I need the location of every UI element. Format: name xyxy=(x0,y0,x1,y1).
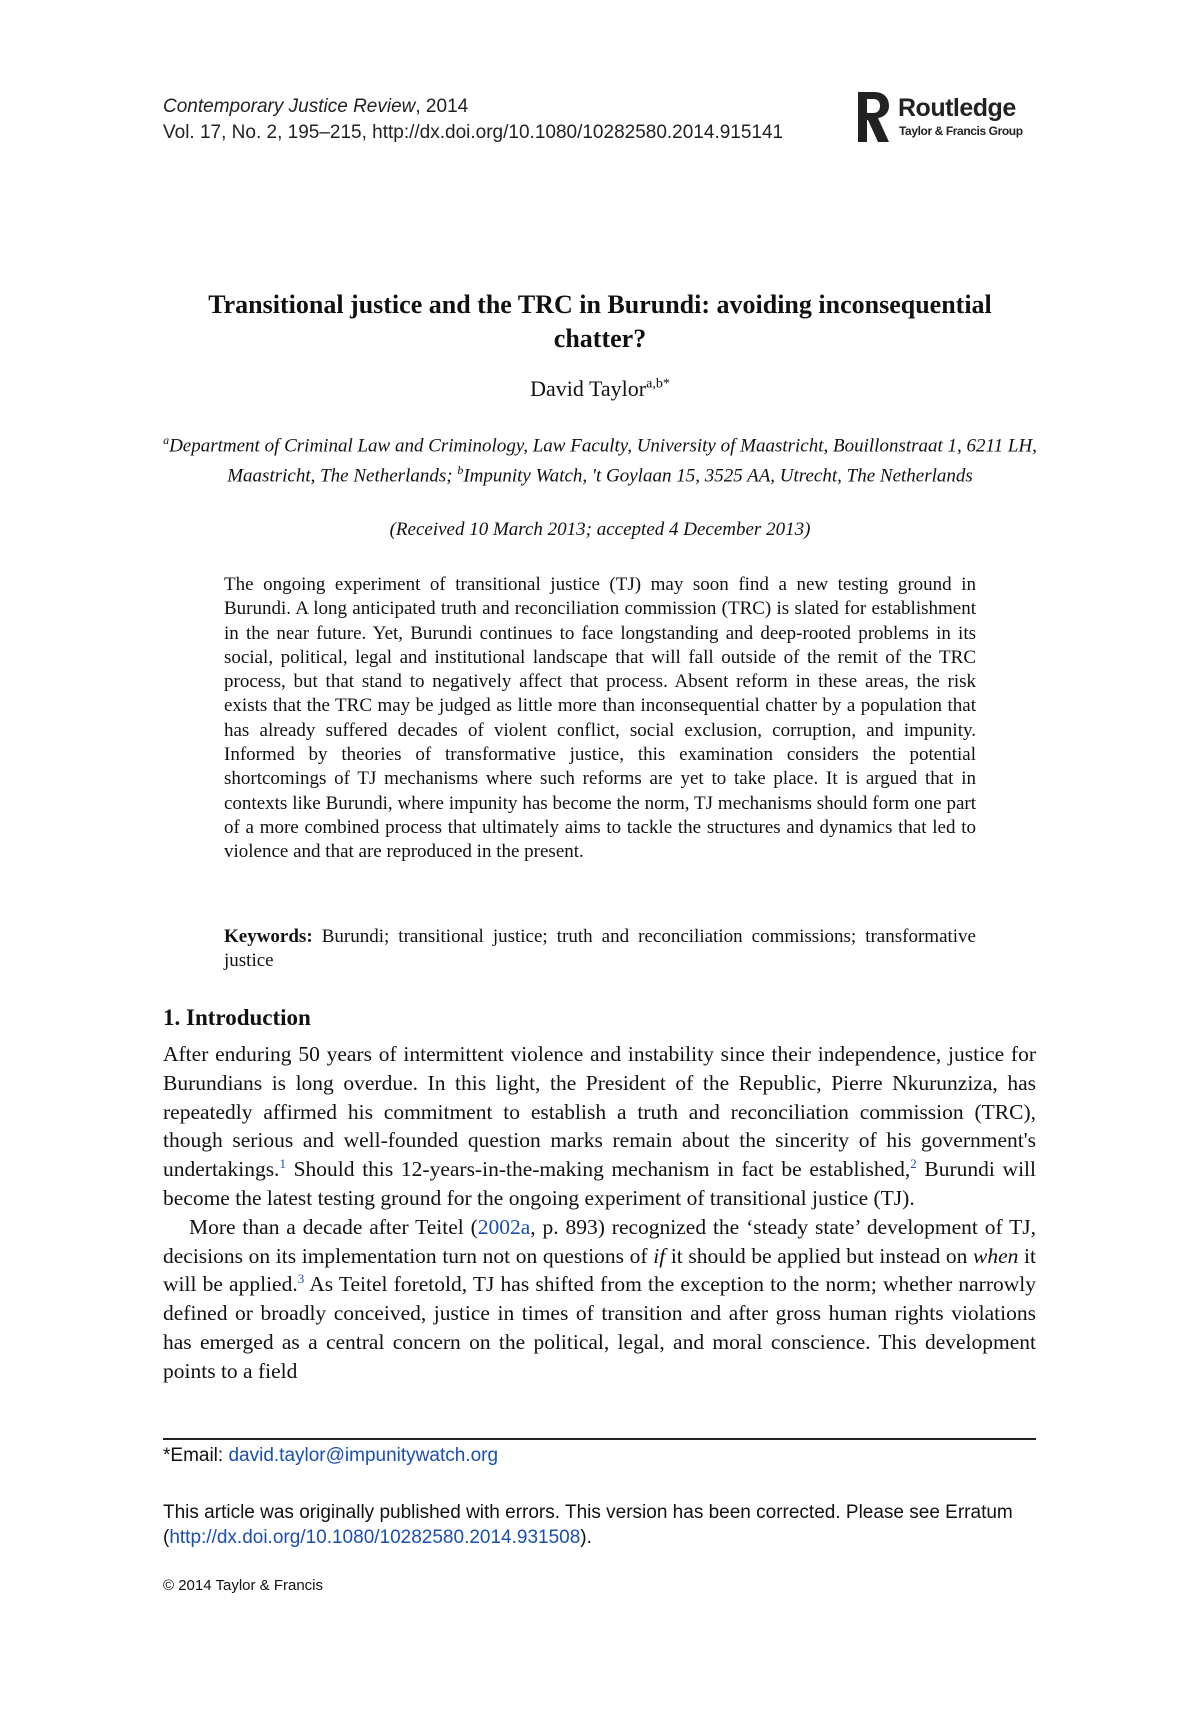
journal-header xyxy=(163,94,783,146)
received-dates: (Received 10 March 2013; accepted 4 December 2013) xyxy=(389,519,811,540)
affiliations xyxy=(160,428,1040,489)
publisher-logo xyxy=(856,90,1046,146)
emphasis-when: when xyxy=(973,1243,1019,1268)
routledge-r-logo-icon xyxy=(856,90,892,144)
paragraph-text: it should be applied but instead on xyxy=(665,1243,974,1268)
keywords xyxy=(224,925,976,973)
paragraph-text: As Teitel foretold, TJ has shifted from the exception to the norm; whether narrowly defined or broadly conceived, justice in times of transition and after gross human rights violations has emerged as a central concern on the political, legal, and moral conscience. This development points to a field xyxy=(163,1272,1037,1383)
note-text: ). xyxy=(580,1527,592,1548)
email-label: *Email: xyxy=(163,1445,229,1466)
article-title: Transitional justice and the TRC in Burundi: avoiding inconsequential chatter? xyxy=(208,290,992,353)
footnote-divider xyxy=(163,1438,1036,1440)
journal-citation: Vol. 17, No. 2, 195–215, http://dx.doi.org/10.1080/10282580.2014.915141 xyxy=(163,122,784,143)
author-marks: a,b* xyxy=(646,376,670,392)
emphasis-if: if xyxy=(653,1243,666,1268)
journal-year: , 2014 xyxy=(415,96,469,117)
logo-subtitle: Taylor & Francis Group xyxy=(899,124,1023,138)
paragraph-text: Burundi will become the latest testing ground for the ongoing experiment of transitional justice (TJ). xyxy=(163,1157,1037,1210)
footnote-ref-2[interactable]: 2 xyxy=(910,1156,917,1172)
paragraph-text: After enduring 50 years of intermittent violence and instability since their independence, justice for Burundians is long overdue. In this light, the President of the Republic, Pierre Nkurunziza, has repeatedly affirmed his commitment to establish a truth and reconciliation commission (TRC), though serious and well-founded question marks remain about the sincerity of his government's undertakings. xyxy=(163,1042,1036,1182)
note-text: This article was originally published with errors. This version has been corrected. Please see Erratum ( xyxy=(163,1502,1013,1548)
paragraph-text: it will be applied. xyxy=(163,1243,1036,1297)
affiliation-b-mark: b xyxy=(457,463,464,478)
email-link[interactable]: david.taylor@impunitywatch.org xyxy=(228,1445,499,1466)
citation-link-teitel[interactable]: 2002a xyxy=(477,1214,531,1239)
corresponding-email xyxy=(163,1445,498,1467)
paragraph-text: More than a decade after Teitel ( xyxy=(189,1214,478,1239)
paragraph xyxy=(163,1040,1036,1213)
paragraph-text: Should this 12-years-in-the-making mechanism in fact be established, xyxy=(285,1157,911,1182)
footnote-ref-1[interactable]: 1 xyxy=(279,1156,286,1172)
section-heading: 1. Introduction xyxy=(163,1005,311,1030)
affiliation-b: Impunity Watch, 't Goylaan 15, 3525 AA, Utrecht, The Netherlands xyxy=(463,465,973,487)
erratum-link[interactable]: http://dx.doi.org/10.1080/10282580.2014.931508 xyxy=(169,1527,581,1548)
logo-name: Routledge xyxy=(898,94,1016,122)
abstract: The ongoing experiment of transitional justice (TJ) may soon find a new testing ground in Burundi. A long anticipated truth and reconciliation commission (TRC) is slated for establishment in the near future. Yet, Burundi continues to face longstanding and deep-rooted problems in its social, political, legal and institutional landscape that will fall outside of the remit of the TRC process, but that stand to negatively affect that process. Absent reform in these areas, the risk exists that the TRC may be judged as little more than inconsequential chatter by a population that has already suffered decades of violent conflict, social exclusion, corruption, and impunity. Informed by theories of transformative justice, this examination considers the potential shortcomings of TJ mechanisms where such reforms are yet to take place. It is argued that in contexts like Burundi, where impunity has become the norm, TJ mechanisms should form one part of a more combined process that ultimately aims to tackle the structures and dynamics that led to violence and that are reproduced in the present. xyxy=(224,574,976,863)
keywords-label: Keywords: xyxy=(224,926,313,947)
paragraph-text: , p. 893) recognized the ‘steady state’ development of TJ, decisions on its implementation turn not on questions of xyxy=(163,1214,1036,1268)
affiliation-a-mark: a xyxy=(163,433,170,447)
copyright: © 2014 Taylor & Francis xyxy=(163,1577,324,1594)
journal-name: Contemporary Justice Review xyxy=(163,96,416,117)
author-name: David Taylor xyxy=(530,376,647,401)
footnote-ref-3[interactable]: 3 xyxy=(297,1271,305,1287)
section-body xyxy=(163,1040,1036,1386)
affiliation-a: Department of Criminal Law and Criminology, Law Faculty, University of Maastricht, Bouillonstraat 1, 6211 LH, Maastricht, The Netherlands; xyxy=(169,435,1037,487)
author-line xyxy=(160,376,1040,402)
paragraph xyxy=(163,1213,1036,1386)
erratum-note xyxy=(163,1500,1036,1550)
keywords-list: Burundi; transitional justice; truth and reconciliation commissions; transformative justice xyxy=(224,926,976,971)
